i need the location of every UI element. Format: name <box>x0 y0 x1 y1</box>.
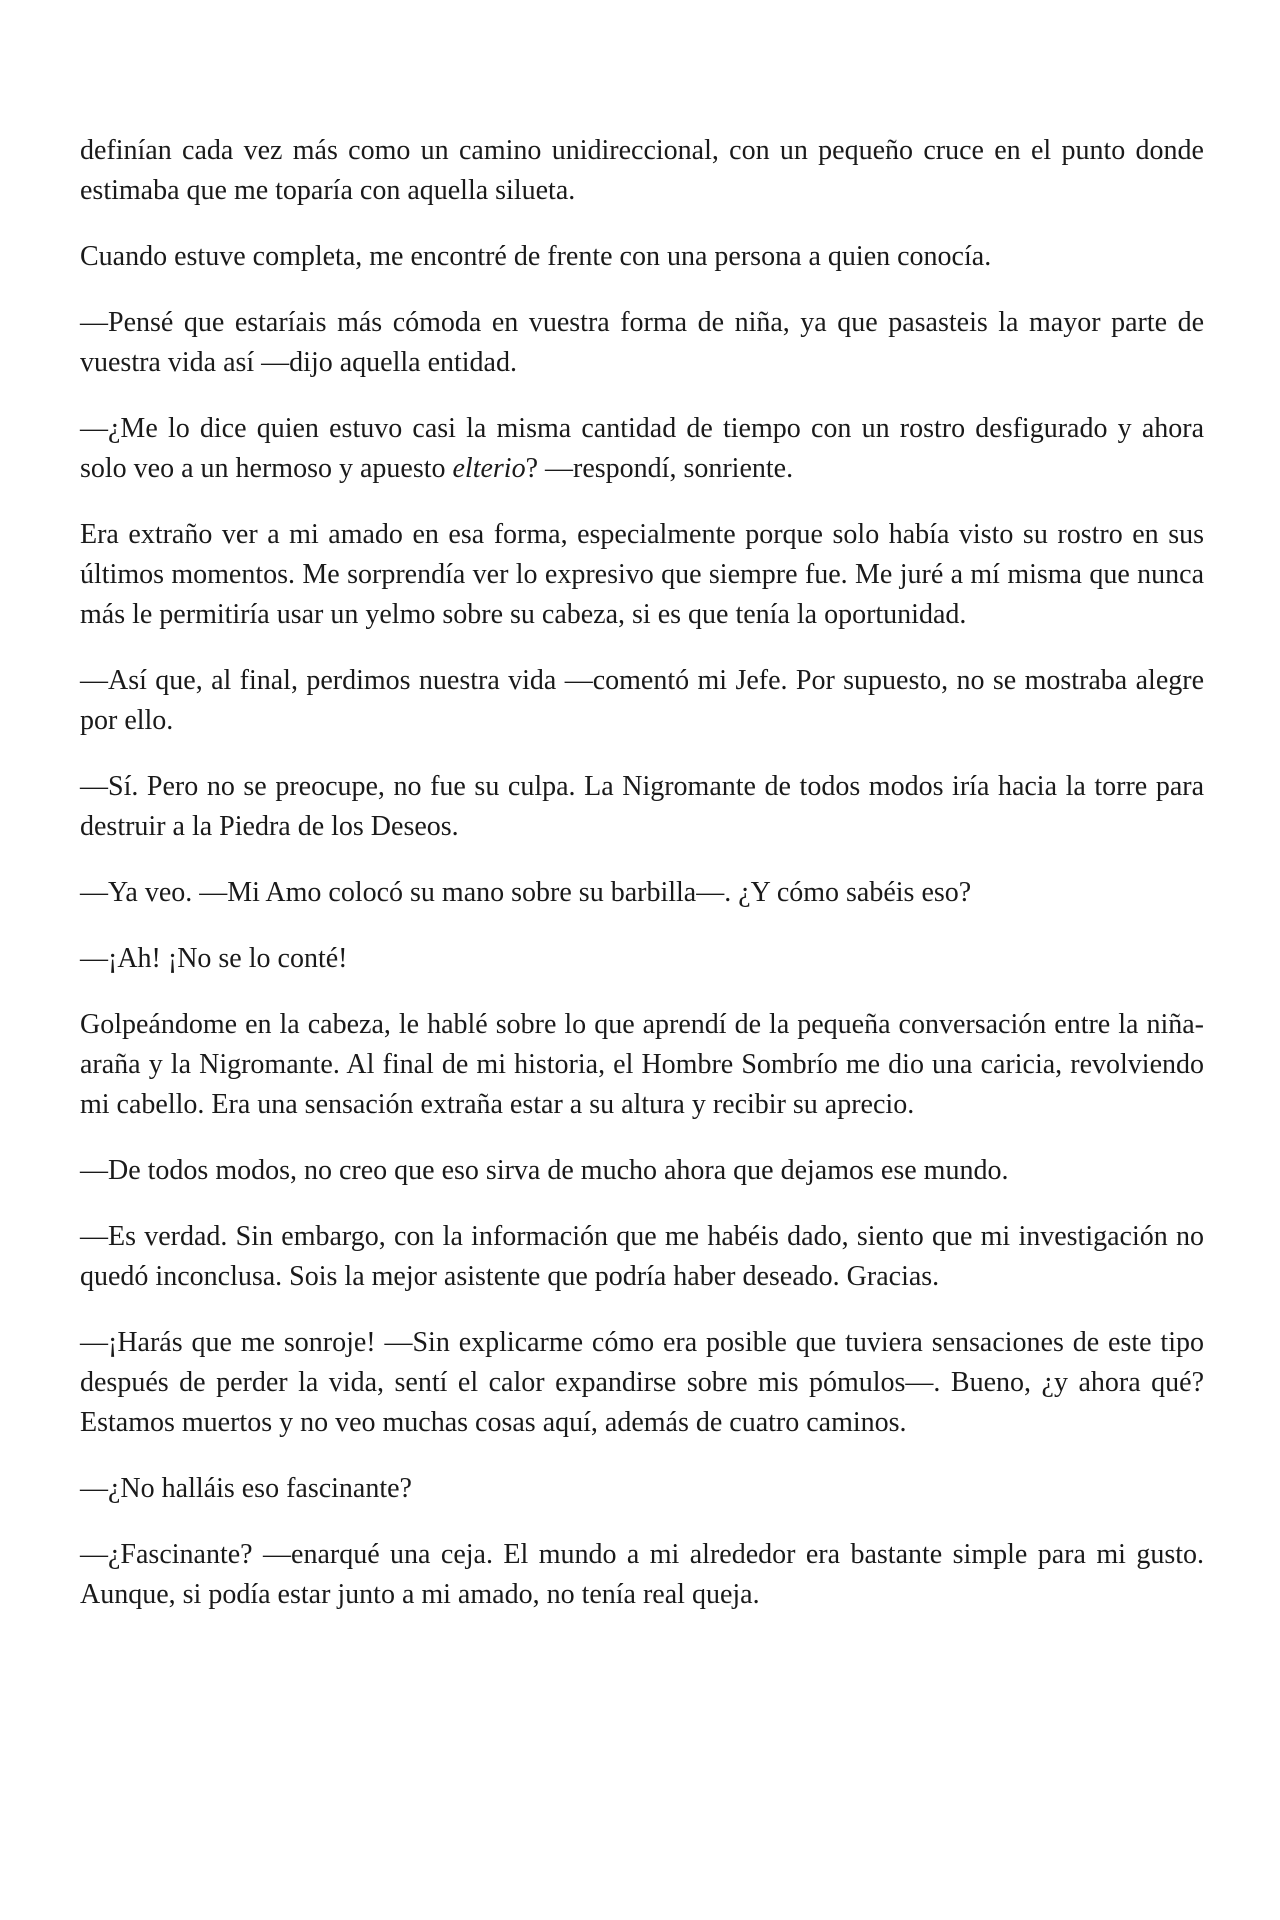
paragraph <box>80 661 1204 741</box>
paragraph <box>80 1217 1204 1297</box>
paragraph-text: —¿Fascinante? —enarqué una ceja. El mundo a mi alrededor era bastante simple para mi gusto. Aunque, si podía estar junto a mi amado, no tenía real queja. <box>80 1539 1204 1610</box>
paragraph <box>80 409 1204 489</box>
paragraph-text: —Pensé que estaríais más cómoda en vuestra forma de niña, ya que pasasteis la mayor parte de vuestra vida así —dijo aquella entidad. <box>80 307 1204 378</box>
paragraph <box>80 237 1204 277</box>
paragraph <box>80 767 1204 847</box>
paragraph-text: ? —respondí, sonriente. <box>525 453 794 484</box>
paragraph-text: definían cada vez más como un camino unidireccional, con un pequeño cruce en el punto donde estimaba que me toparía con aquella silueta. <box>80 135 1204 206</box>
paragraph <box>80 1469 1204 1509</box>
paragraph-text: Era extraño ver a mi amado en esa forma, especialmente porque solo había visto su rostro en sus últimos momentos. Me sorprendía ver lo expresivo que siempre fue. Me juré a mí misma que nunca más le permitiría usar un yelmo sobre su cabeza, si es que tenía la oportunidad. <box>80 519 1204 630</box>
emphasized-word: elterio <box>452 453 526 484</box>
paragraph-text: —De todos modos, no creo que eso sirva de mucho ahora que dejamos ese mundo. <box>80 1155 1009 1186</box>
paragraph-text: —¿No halláis eso fascinante? <box>80 1473 412 1504</box>
paragraph-text: Golpeándome en la cabeza, le hablé sobre lo que aprendí de la pequeña conversación entre la niña-araña y la Nigromante. Al final de mi historia, el Hombre Sombrío me dio una caricia, revolviendo mi cabello. Era una sensación extraña estar a su altura y recibir su aprecio. <box>80 1009 1204 1120</box>
paragraph <box>80 303 1204 383</box>
paragraph-text: —¡Harás que me sonroje! —Sin explicarme cómo era posible que tuviera sensaciones de este tipo después de perder la vida, sentí el calor expandirse sobre mis pómulos—. Bueno, ¿y ahora qué? Estamos muertos y no veo muchas cosas aquí, además de cuatro caminos. <box>80 1327 1204 1438</box>
paragraph <box>80 131 1204 211</box>
paragraph-text: —¿Me lo dice quien estuvo casi la misma cantidad de tiempo con un rostro desfigurado y ahora solo veo a un hermoso y apuesto <box>80 413 1204 484</box>
page-body <box>80 131 1204 1641</box>
paragraph <box>80 1005 1204 1125</box>
paragraph-text: Cuando estuve completa, me encontré de frente con una persona a quien conocía. <box>80 241 992 272</box>
paragraph <box>80 1323 1204 1443</box>
paragraph <box>80 1535 1204 1615</box>
paragraph-text: —Es verdad. Sin embargo, con la información que me habéis dado, siento que mi investigación no quedó inconclusa. Sois la mejor asistente que podría haber deseado. Gracias. <box>80 1221 1204 1292</box>
paragraph-text: —Así que, al final, perdimos nuestra vida —comentó mi Jefe. Por supuesto, no se mostraba alegre por ello. <box>80 665 1204 736</box>
paragraph-text: —¡Ah! ¡No se lo conté! <box>80 943 348 974</box>
paragraph <box>80 515 1204 635</box>
paragraph <box>80 939 1204 979</box>
paragraph-text: —Sí. Pero no se preocupe, no fue su culpa. La Nigromante de todos modos iría hacia la torre para destruir a la Piedra de los Deseos. <box>80 771 1204 842</box>
paragraph <box>80 1151 1204 1191</box>
paragraph <box>80 873 1204 913</box>
paragraph-text: —Ya veo. —Mi Amo colocó su mano sobre su barbilla—. ¿Y cómo sabéis eso? <box>80 877 972 908</box>
